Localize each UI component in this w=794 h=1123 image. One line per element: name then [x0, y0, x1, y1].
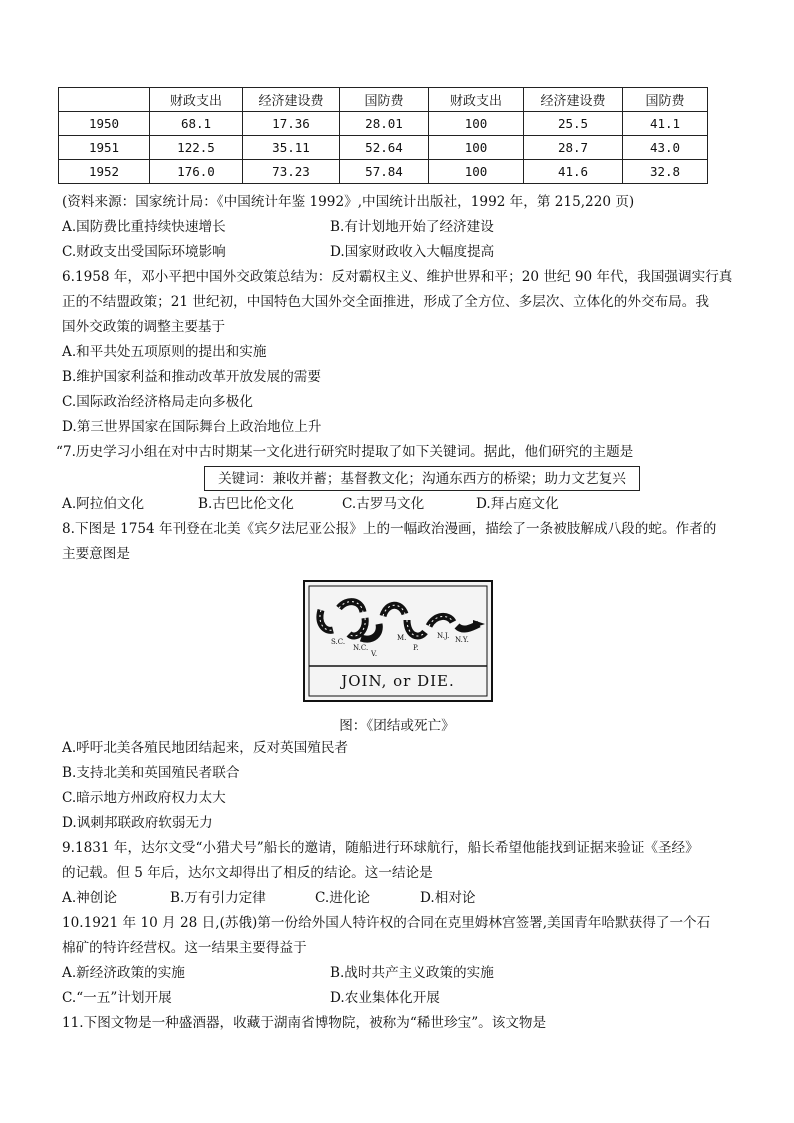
table-cell: 1950 [59, 112, 150, 136]
table-cell: 25.5 [524, 112, 623, 136]
q7-option-a: A.阿拉伯文化 [62, 496, 145, 512]
q10-option-a: A.新经济政策的实施 [62, 965, 185, 981]
q7-stem: “7.历史学习小组在对中古时期某一文化进行研究时提取了如下关键词。据此，他们研究的主题是 [56, 444, 634, 460]
join-or-die-cartoon [303, 580, 493, 702]
q5-option-c: C.财政支出受国际环境影响 [62, 244, 226, 260]
table-cell: 1952 [59, 160, 150, 184]
svg-text:P.: P. [413, 644, 419, 652]
svg-text:M.: M. [397, 634, 407, 642]
table-cell: 1951 [59, 136, 150, 160]
table-row [59, 160, 708, 184]
table-cell: 41.1 [623, 112, 708, 136]
table-cell: 35.11 [243, 136, 340, 160]
q8-option-a: A.呼吁北美各殖民地团结起来，反对英国殖民者 [62, 740, 349, 756]
table-cell: 32.8 [623, 160, 708, 184]
q8-option-b: B.支持北美和英国殖民者联合 [62, 765, 240, 781]
q9-option-a: A.神创论 [62, 890, 117, 906]
header-cell: 国防费 [623, 88, 708, 112]
header-cell: 经济建设费 [524, 88, 623, 112]
q10-option-c: C.“一五”计划开展 [62, 990, 172, 1006]
q7-option-d: D.拜占庭文化 [476, 496, 559, 512]
header-cell: 财政支出 [150, 88, 243, 112]
table-cell: 68.1 [150, 112, 243, 136]
table-cell: 41.6 [524, 160, 623, 184]
header-cell: 财政支出 [429, 88, 524, 112]
q9-stem-line: 的记载。但 5 年后，达尔文却得出了相反的结论。这一结论是 [62, 865, 433, 881]
svg-text:S.C.: S.C. [331, 638, 346, 646]
table-cell: 28.01 [340, 112, 429, 136]
table-cell: 57.84 [340, 160, 429, 184]
q9-option-d: D.相对论 [420, 890, 476, 906]
q8-figure-caption: 图：《团结或死亡》 [339, 718, 455, 734]
table-cell: 122.5 [150, 136, 243, 160]
table-cell: 43.0 [623, 136, 708, 160]
q8-stem-line: 主要意图是 [62, 546, 130, 562]
q5-option-b: B.有计划地开始了经济建设 [330, 219, 494, 235]
svg-text:V.: V. [371, 650, 378, 658]
q5-option-d: D.国家财政收入大幅度提高 [330, 244, 495, 260]
q8-stem-line: 8.下图是 1754 年刊登在北美《宾夕法尼亚公报》上的一幅政治漫画，描绘了一条被肢解成八段的蛇。作者的 [62, 521, 717, 537]
q9-option-b: B.万有引力定律 [170, 890, 266, 906]
svg-text:N.Y.: N.Y. [455, 636, 469, 644]
table-cell: 176.0 [150, 160, 243, 184]
q10-option-d: D.农业集体化开展 [330, 990, 440, 1006]
q10-stem-line: 棉矿的特许经营权。这一结果主要得益于 [62, 940, 307, 956]
q6-stem-line: 6.1958 年，邓小平把中国外交政策总结为：反对霸权主义、维护世界和平；20 世纪 90 年代，我国强调实行真 [62, 269, 733, 285]
header-cell [59, 88, 150, 112]
cartoon-caption-text: JOIN, or DIE. [341, 672, 455, 690]
table-cell: 100 [429, 160, 524, 184]
table-cell: 73.23 [243, 160, 340, 184]
q7-option-b: B.古巴比伦文化 [198, 496, 294, 512]
table-header-row [59, 88, 708, 112]
table-row [59, 112, 708, 136]
table-source-note: (资料来源：国家统计局：《中国统计年鉴 1992》,中国统计出版社，1992 年，第 215,220 页) [62, 194, 635, 210]
q6-option-d: D.第三世界国家在国际舞台上政治地位上升 [62, 419, 322, 435]
q8-option-c: C.暗示地方州政府权力太大 [62, 790, 226, 806]
table-cell: 28.7 [524, 136, 623, 160]
header-cell: 国防费 [340, 88, 429, 112]
svg-text:N.J.: N.J. [437, 632, 450, 640]
q6-stem-line: 国外交政策的调整主要基于 [62, 319, 226, 335]
header-cell: 经济建设费 [243, 88, 340, 112]
q8-option-d: D.讽刺邦联政府软弱无力 [62, 815, 213, 831]
q6-option-b: B.维护国家利益和推动改革开放发展的需要 [62, 369, 321, 385]
q6-option-c: C.国际政治经济格局走向多极化 [62, 394, 253, 410]
q9-stem-line: 9.1831 年，达尔文受“小猎犬号”船长的邀请，随船进行环球航行，船长希望他能找到证据来验证《圣经》 [62, 840, 699, 856]
table-cell: 100 [429, 112, 524, 136]
svg-text:N.C.: N.C. [353, 644, 369, 652]
q9-option-c: C.进化论 [315, 890, 371, 906]
table-cell: 52.64 [340, 136, 429, 160]
table-cell: 17.36 [243, 112, 340, 136]
finance-table [58, 87, 708, 184]
q10-option-b: B.战时共产主义政策的实施 [330, 965, 494, 981]
table-row [59, 136, 708, 160]
q7-keyword-box: 关键词：兼收并蓄；基督教文化；沟通东西方的桥梁；助力文艺复兴 [204, 466, 640, 491]
q6-option-a: A.和平共处五项原则的提出和实施 [62, 344, 267, 360]
table-cell: 100 [429, 136, 524, 160]
q10-stem-line: 10.1921 年 10 月 28 日,(苏俄)第一份给外国人特许权的合同在克里姆林宫签署,美国青年哈默获得了一个石 [62, 915, 711, 931]
q11-stem: 11.下图文物是一种盛酒器，收藏于湖南省博物院，被称为“稀世珍宝”。该文物是 [62, 1015, 547, 1031]
q5-option-a: A.国防费比重持续快速增长 [62, 219, 226, 235]
q7-option-c: C.古罗马文化 [342, 496, 425, 512]
q6-stem-line: 正的不结盟政策；21 世纪初，中国特色大国外交全面推进，形成了全方位、多层次、立体化的外交布局。我 [62, 294, 709, 310]
